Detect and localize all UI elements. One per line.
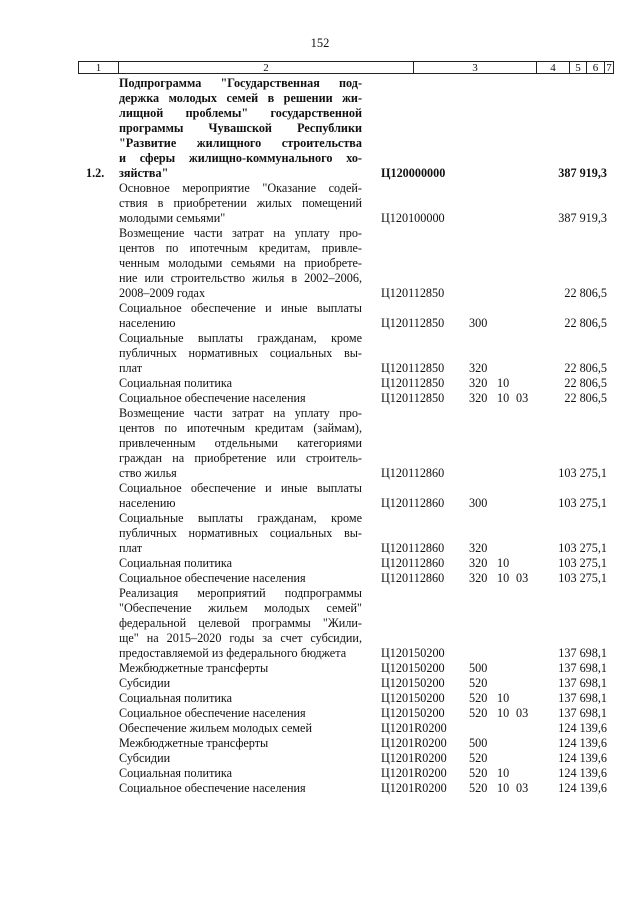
row-target-code: Ц120150200 (381, 661, 445, 675)
row-amount: 124 139,6 (558, 781, 607, 795)
row-target-code: Ц120112850 (381, 361, 445, 375)
row-amount: 124 139,6 (558, 721, 607, 735)
table-row (0, 301, 640, 331)
row-name-line: Обеспечение жильем молодых семей (119, 721, 312, 735)
column-header-1: 1 (79, 62, 119, 73)
table-row (0, 736, 640, 751)
row-amount: 22 806,5 (564, 316, 607, 330)
row-name-line: Социальные выплаты гражданам, кроме (119, 331, 362, 345)
row-name-line: Субсидии (119, 751, 171, 765)
row-name-line: Социальная политика (119, 766, 233, 780)
row-name-line: Социальное обеспечение населения (119, 706, 306, 720)
table-row (0, 721, 640, 736)
row-expense-type: 520 (469, 691, 488, 705)
row-name-line: "Развитие жилищного строительства (119, 136, 362, 150)
table-row (0, 751, 640, 766)
row-name (119, 706, 362, 721)
row-expense-type: 320 (469, 376, 488, 390)
row-name-line: публичных нормативных социальных вы- (119, 526, 362, 540)
row-name (119, 556, 362, 571)
row-name (119, 301, 362, 331)
row-amount: 103 275,1 (558, 571, 607, 585)
row-name-line: плат (119, 361, 143, 375)
row-name-line: Социальное обеспечение населения (119, 571, 306, 585)
column-header-3: 3 (414, 62, 537, 73)
row-name (119, 766, 362, 781)
row-name (119, 721, 362, 736)
row-name (119, 181, 362, 226)
row-expense-type: 300 (469, 316, 488, 330)
row-name (119, 511, 362, 556)
table-row (0, 586, 640, 661)
row-name-line: Социальные выплаты гражданам, кроме (119, 511, 362, 525)
row-subsection: 03 (516, 391, 529, 405)
row-amount: 387 919,3 (558, 211, 607, 225)
row-name (119, 781, 362, 796)
row-name-line: Основное мероприятие "Оказание содей- (119, 181, 362, 195)
row-section: 10 (497, 781, 510, 795)
row-section: 10 (497, 691, 510, 705)
row-amount: 22 806,5 (564, 391, 607, 405)
row-name-line: публичных нормативных социальных вы- (119, 346, 362, 360)
column-header-2: 2 (119, 62, 414, 73)
row-amount: 22 806,5 (564, 376, 607, 390)
table-row (0, 571, 640, 586)
row-amount: 137 698,1 (558, 706, 607, 720)
row-expense-type: 520 (469, 706, 488, 720)
row-amount: 137 698,1 (558, 691, 607, 705)
row-name-line: Субсидии (119, 676, 171, 690)
column-header-6: 6 (587, 62, 605, 73)
row-expense-type: 500 (469, 661, 488, 675)
row-target-code: Ц1201R0200 (381, 721, 447, 735)
row-name-line: и сферы жилищно-коммунального хо- (119, 151, 362, 165)
row-name-line: ние или строительство жилья в 2002–2006, (119, 271, 362, 285)
row-target-code: Ц1201R0200 (381, 766, 447, 780)
table-row (0, 691, 640, 706)
table-row (0, 76, 640, 181)
table-row (0, 676, 640, 691)
row-target-code: Ц120112860 (381, 466, 445, 480)
row-name-line: ство жилья (119, 466, 177, 480)
row-section: 10 (497, 766, 510, 780)
row-expense-type: 320 (469, 541, 488, 555)
row-number: 1.2. (86, 166, 105, 180)
row-target-code: Ц120112850 (381, 376, 445, 390)
row-target-code: Ц120150200 (381, 646, 445, 660)
row-target-code: Ц120150200 (381, 691, 445, 705)
row-amount: 22 806,5 (564, 286, 607, 300)
row-name (119, 406, 362, 481)
page-number: 152 (310, 36, 330, 50)
row-name-line: молодыми семьями" (119, 211, 226, 225)
row-section: 10 (497, 556, 510, 570)
row-expense-type: 520 (469, 781, 488, 795)
row-name (119, 571, 362, 586)
row-name-line: ще" на 2015–2020 годы за счет субсидии, (119, 631, 362, 645)
row-target-code: Ц120000000 (381, 166, 446, 180)
row-expense-type: 320 (469, 571, 488, 585)
row-amount: 22 806,5 (564, 361, 607, 375)
row-target-code: Ц120150200 (381, 676, 445, 690)
row-name-line: лищной проблемы" государственной (119, 106, 362, 120)
row-target-code: Ц120112850 (381, 391, 445, 405)
row-name-line: привлеченным отдельными категориями (119, 436, 362, 450)
row-name (119, 691, 362, 706)
row-expense-type: 320 (469, 556, 488, 570)
row-amount: 137 698,1 (558, 676, 607, 690)
row-name-line: программы Чувашской Республики (119, 121, 362, 135)
row-name-line: предоставляемой из федерального бюджета (119, 646, 347, 660)
row-name (119, 76, 362, 181)
row-name (119, 481, 362, 511)
row-expense-type: 520 (469, 676, 488, 690)
table-row (0, 181, 640, 226)
row-expense-type: 320 (469, 391, 488, 405)
row-target-code: Ц1201R0200 (381, 781, 447, 795)
row-name (119, 676, 362, 691)
row-name-line: Межбюджетные трансферты (119, 736, 269, 750)
row-name-line: Реализация мероприятий подпрограммы (119, 586, 362, 600)
table-row (0, 331, 640, 376)
row-name-line: Социальная политика (119, 556, 233, 570)
row-name-line: Возмещение части затрат на уплату про- (119, 226, 362, 240)
row-name-line: населению (119, 316, 176, 330)
table-row (0, 766, 640, 781)
table-row (0, 661, 640, 676)
table-row (0, 511, 640, 556)
row-name-line: ствия в приобретении жилых помещений (119, 196, 362, 210)
table-row (0, 556, 640, 571)
row-name-line: ченным молодыми семьями на приобрете- (119, 256, 362, 270)
row-expense-type: 500 (469, 736, 488, 750)
row-target-code: Ц120150200 (381, 706, 445, 720)
row-section: 10 (497, 391, 510, 405)
row-name-line: Социальная политика (119, 376, 233, 390)
row-target-code: Ц120112860 (381, 541, 445, 555)
row-subsection: 03 (516, 706, 529, 720)
row-name-line: Межбюджетные трансферты (119, 661, 269, 675)
row-name-line: 2008–2009 годах (119, 286, 206, 300)
row-amount: 124 139,6 (558, 751, 607, 765)
row-target-code: Ц120112860 (381, 556, 445, 570)
row-amount: 103 275,1 (558, 496, 607, 510)
row-amount: 124 139,6 (558, 766, 607, 780)
row-section: 10 (497, 571, 510, 585)
column-header-4: 4 (537, 62, 570, 73)
table-row (0, 781, 640, 796)
row-amount: 103 275,1 (558, 556, 607, 570)
row-name (119, 226, 362, 301)
table-row (0, 406, 640, 481)
row-subsection: 03 (516, 781, 529, 795)
row-name (119, 661, 362, 676)
row-name-line: Социальное обеспечение и иные выплаты (119, 301, 362, 315)
row-target-code: Ц120112850 (381, 286, 445, 300)
column-header-7: 7 (606, 62, 612, 74)
row-subsection: 03 (516, 571, 529, 585)
row-name (119, 391, 362, 406)
row-name-line: Социальное обеспечение и иные выплаты (119, 481, 362, 495)
row-name-line: центов по ипотечным кредитам, привле- (119, 241, 362, 255)
row-name-line: зяйства" (119, 166, 169, 180)
row-name-line: граждан на приобретение или строитель- (119, 451, 362, 465)
row-name (119, 586, 362, 661)
row-name-line: Социальное обеспечение населения (119, 781, 306, 795)
row-target-code: Ц120112860 (381, 496, 445, 510)
row-expense-type: 520 (469, 751, 488, 765)
row-name-line: населению (119, 496, 176, 510)
row-section: 10 (497, 706, 510, 720)
row-name-line: центов по ипотечным кредитам (займам), (119, 421, 362, 435)
row-target-code: Ц1201R0200 (381, 736, 447, 750)
budget-table (0, 76, 640, 796)
row-name (119, 736, 362, 751)
row-name (119, 751, 362, 766)
table-row (0, 376, 640, 391)
row-amount: 137 698,1 (558, 661, 607, 675)
table-row (0, 391, 640, 406)
table-row (0, 481, 640, 511)
row-section: 10 (497, 376, 510, 390)
row-name (119, 331, 362, 376)
row-name-line: Подпрограмма "Государственная под- (119, 76, 362, 90)
row-target-code: Ц120100000 (381, 211, 445, 225)
row-amount: 137 698,1 (558, 646, 607, 660)
row-target-code: Ц120112850 (381, 316, 445, 330)
row-name-line: Возмещение части затрат на уплату про- (119, 406, 362, 420)
column-header-5: 5 (570, 62, 587, 73)
row-name-line: Социальное обеспечение населения (119, 391, 306, 405)
row-name (119, 376, 362, 391)
column-header-row (78, 61, 614, 74)
row-name-line: Социальная политика (119, 691, 233, 705)
row-amount: 103 275,1 (558, 541, 607, 555)
row-amount: 103 275,1 (558, 466, 607, 480)
row-amount: 387 919,3 (558, 166, 607, 180)
row-name-line: плат (119, 541, 143, 555)
row-target-code: Ц120112860 (381, 571, 445, 585)
table-row (0, 226, 640, 301)
table-row (0, 706, 640, 721)
row-expense-type: 300 (469, 496, 488, 510)
row-target-code: Ц1201R0200 (381, 751, 447, 765)
row-expense-type: 320 (469, 361, 488, 375)
row-name-line: держка молодых семей в решении жи- (119, 91, 362, 105)
row-name-line: "Обеспечение жильем молодых семей" (119, 601, 362, 615)
row-amount: 124 139,6 (558, 736, 607, 750)
row-name-line: федеральной целевой программы "Жили- (119, 616, 362, 630)
row-expense-type: 520 (469, 766, 488, 780)
